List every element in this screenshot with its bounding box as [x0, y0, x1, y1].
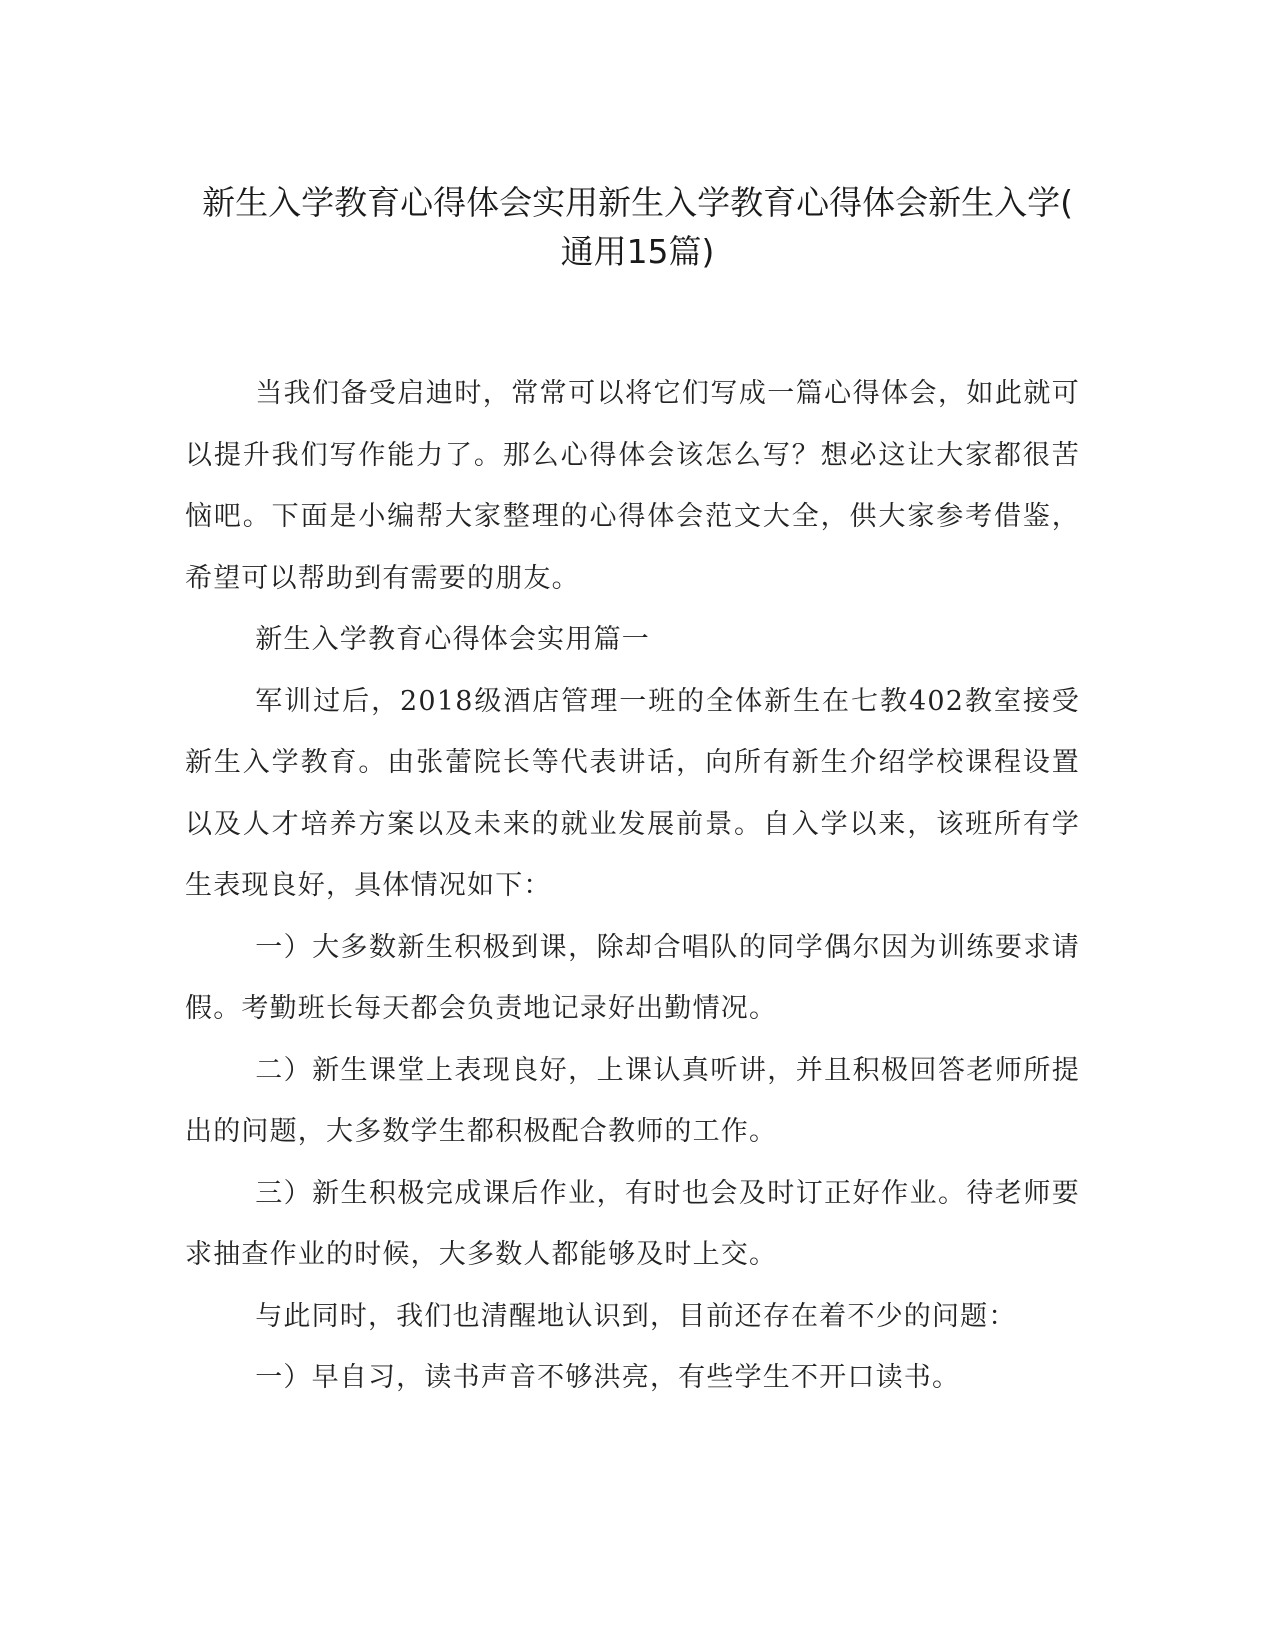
paragraph-problem-1: 一）早自习，读书声音不够洪亮，有些学生不开口读书。 — [255, 1362, 961, 1393]
paragraph-intro: 当我们备受启迪时，常常可以将它们写成一篇心得体会，如此就可以提升我们写作能力了。那么心得体会该怎么写？想必这让大家都很苦恼吧。下面是小编帮大家整理的心得体会范文大全，供大家参考借鉴，希望可以帮助到有需要的朋友。 — [185, 378, 1080, 594]
document-body — [185, 363, 1080, 1409]
paragraph-item-2: 二）新生课堂上表现良好，上课认真听讲，并且积极回答老师所提出的问题，大多数学生都积极配合教师的工作。 — [185, 1054, 1080, 1147]
paragraph-military-training: 军训过后，2018级酒店管理一班的全体新生在七教402教室接受新生入学教育。由张蕾院长等代表讲话，向所有新生介绍学校课程设置以及人才培养方案以及未来的就业发展前景。自入学以来，该班所有学生表现良好，具体情况如下： — [185, 685, 1080, 901]
title-line-2: 通用15篇) — [560, 232, 715, 271]
paragraph-item-1: 一）大多数新生积极到课，除却合唱队的同学偶尔因为训练要求请假。考勤班长每天都会负责地记录好出勤情况。 — [185, 931, 1080, 1024]
document-title — [150, 178, 1125, 276]
paragraph-problems-intro: 与此同时，我们也清醒地认识到，目前还存在着不少的问题： — [255, 1300, 1017, 1332]
section-heading: 新生入学教育心得体会实用篇一 — [255, 624, 650, 655]
title-line-1: 新生入学教育心得体会实用新生入学教育心得体会新生入学( — [202, 183, 1073, 222]
paragraph-item-3: 三）新生积极完成课后作业，有时也会及时订正好作业。待老师要求抽查作业的时候，大多数人都能够及时上交。 — [185, 1177, 1080, 1270]
